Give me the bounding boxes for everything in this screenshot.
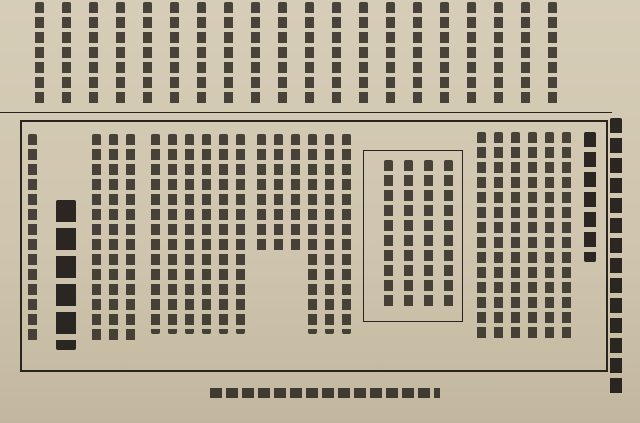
top-divider	[0, 112, 612, 113]
footer-line	[210, 388, 440, 398]
right-margin-notice	[610, 118, 622, 398]
